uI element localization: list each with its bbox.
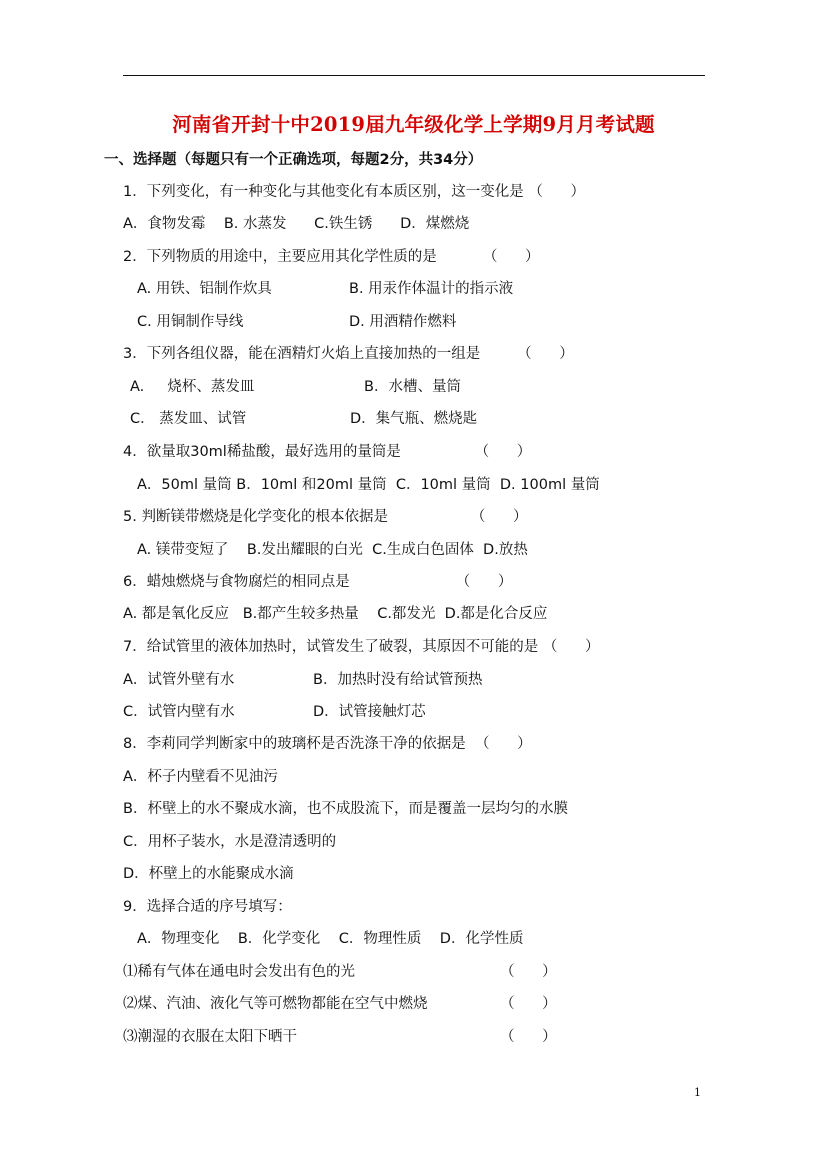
- question-8: 8．李莉同学判断家中的玻璃杯是否洗涤干净的依据是 （ ）: [123, 736, 532, 752]
- question-1: 1．下列变化，有一种变化与其他变化有本质区别，这一变化是 （ ）: [123, 184, 585, 200]
- question-2-option-c: C. 用铜制作导线: [137, 314, 244, 330]
- question-9: 9．选择合适的序号填写：: [123, 899, 292, 915]
- page-title: 河南省开封十中2019届九年级化学上学期9月月考试题: [172, 113, 655, 136]
- question-8-option-d: D．杯壁上的水能聚成水滴: [123, 866, 294, 882]
- question-7: 7．给试管里的液体加热时，试管发生了破裂，其原因不可能的是 （ ）: [123, 639, 600, 655]
- header-rule: [123, 75, 705, 76]
- question-1-options: A．食物发霉 B. 水蒸发 C.铁生锈 D．煤燃烧: [123, 216, 470, 232]
- question-3-option-b: B．水槽、量筒: [364, 379, 461, 395]
- question-7-option-b: B．加热时没有给试管预热: [313, 672, 483, 688]
- question-2-option-a: A. 用铁、铝制作炊具: [137, 281, 272, 297]
- question-7-option-c: C．试管内壁有水: [123, 704, 235, 720]
- question-9-choices: A．物理变化 B．化学变化 C．物理性质 D．化学性质: [137, 931, 524, 947]
- question-9-item-1: ⑴稀有气体在通电时会发出有色的光: [123, 964, 355, 980]
- question-4: 4．欲量取30ml稀盐酸，最好选用的量筒是 （ ）: [123, 444, 532, 460]
- question-6: 6．蜡烛燃烧与食物腐烂的相同点是 （ ）: [123, 574, 513, 590]
- question-8-option-b: B．杯壁上的水不聚成水滴，也不成股流下，而是覆盖一层均匀的水膜: [123, 801, 568, 817]
- section-heading: 一、选择题（每题只有一个正确选项，每题2分，共34分）: [104, 152, 483, 168]
- question-4-options: A．50ml 量筒 B．10ml 和20ml 量筒 C．10ml 量筒 D. 100ml 量筒: [137, 477, 600, 493]
- question-2-option-d: D. 用酒精作燃料: [349, 314, 457, 330]
- question-9-blank-3: （ ）: [500, 1029, 557, 1045]
- page-number: 1: [694, 1086, 701, 1099]
- question-9-item-3: ⑶潮湿的衣服在太阳下晒干: [123, 1029, 297, 1045]
- question-3-option-a: A. 烧杯、蒸发皿: [130, 379, 255, 395]
- question-5-options: A. 镁带变短了 B.发出耀眼的白光 C.生成白色固体 D.放热: [137, 542, 528, 558]
- question-6-options: A. 都是氧化反应 B.都产生较多热量 C.都发光 D.都是化合反应: [123, 606, 548, 622]
- question-9-blank-2: （ ）: [500, 996, 557, 1012]
- question-3-option-d: D．集气瓶、燃烧匙: [350, 411, 478, 427]
- question-7-option-d: D．试管接触灯芯: [313, 704, 426, 720]
- question-8-option-c: C．用杯子装水，水是澄清透明的: [123, 834, 337, 850]
- question-2-option-b: B. 用汞作体温计的指示液: [349, 281, 514, 297]
- question-8-option-a: A．杯子内壁看不见油污: [123, 769, 278, 785]
- question-2: 2．下列物质的用途中，主要应用其化学性质的是 （ ）: [123, 249, 540, 265]
- question-7-option-a: A．试管外壁有水: [123, 672, 235, 688]
- question-5: 5. 判断镁带燃烧是化学变化的根本依据是 （ ）: [123, 509, 528, 525]
- question-9-item-2: ⑵煤、汽油、液化气等可燃物都能在空气中燃烧: [123, 996, 428, 1012]
- question-3-option-c: C． 蒸发皿、试管: [130, 411, 247, 427]
- question-3: 3．下列各组仪器，能在酒精灯火焰上直接加热的一组是 （ ）: [123, 346, 574, 362]
- question-9-blank-1: （ ）: [500, 964, 557, 980]
